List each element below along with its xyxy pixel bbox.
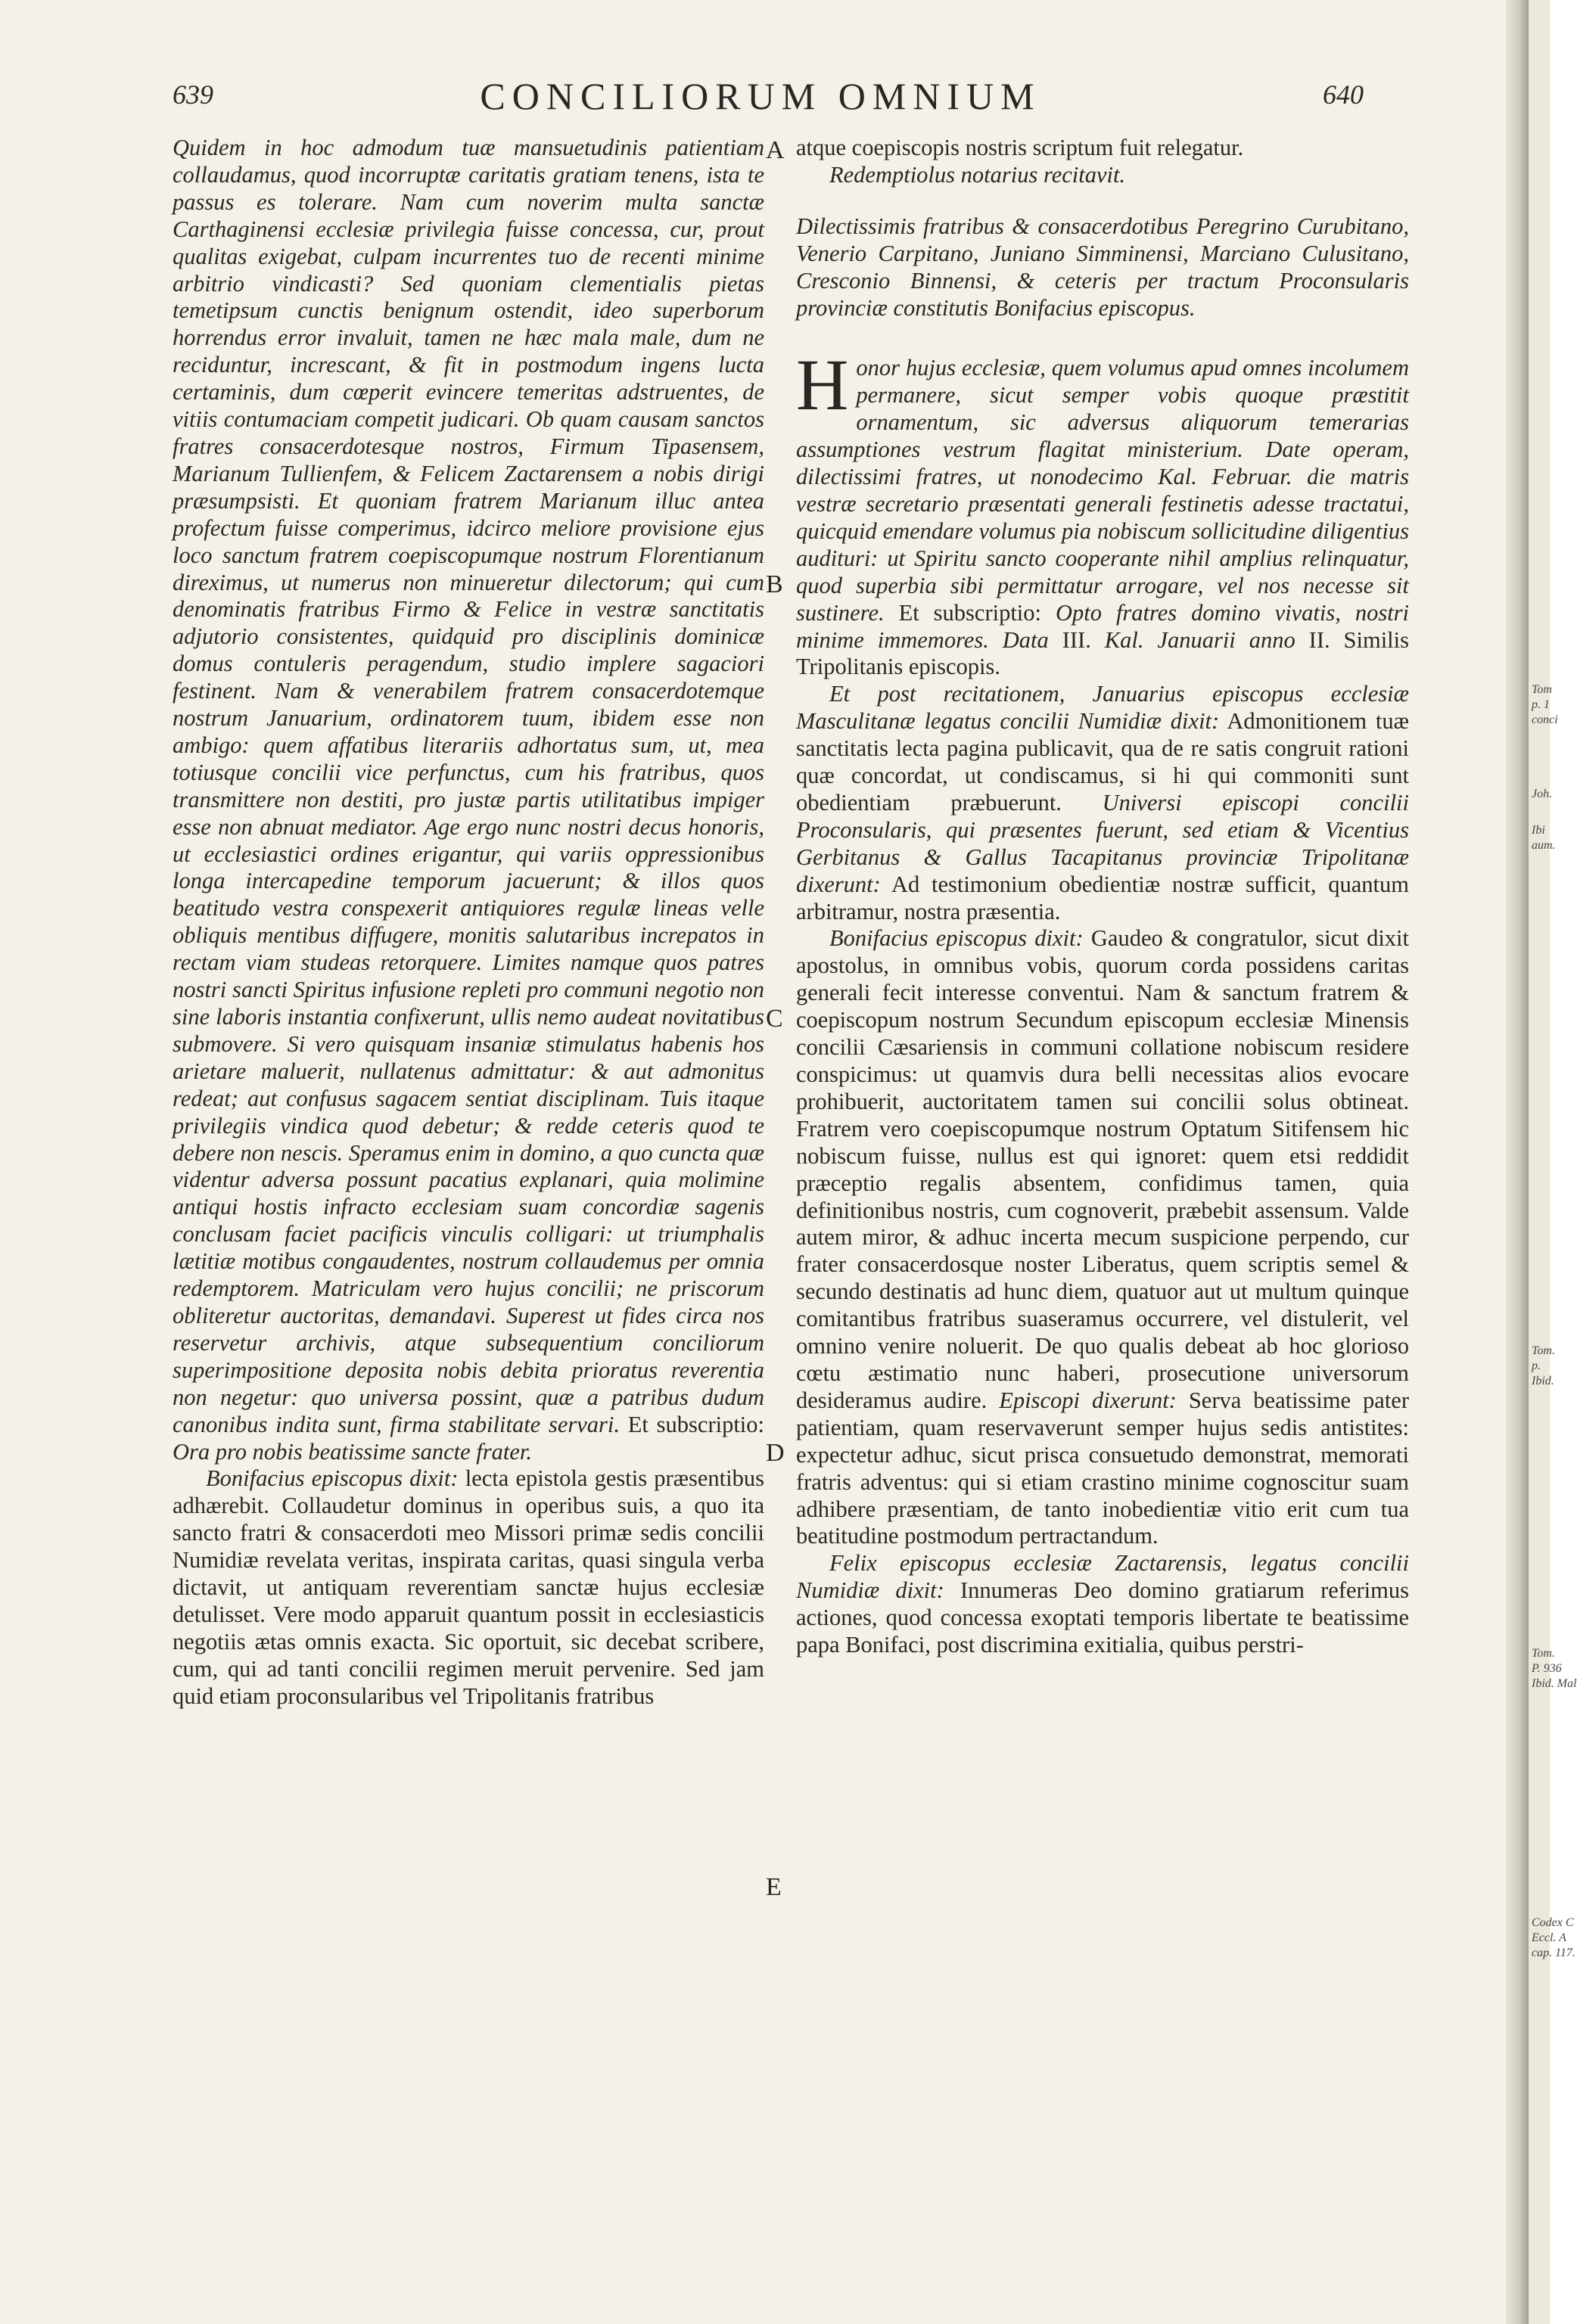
drop-cap: H <box>796 344 849 426</box>
margin-note-fragment: Eccl. A <box>1532 1931 1566 1944</box>
page-number-right: 640 <box>1323 79 1364 110</box>
margin-note-fragment: p. <box>1532 1359 1541 1372</box>
right-column <box>796 135 1409 1659</box>
margin-note-fragment: Codex C <box>1532 1916 1574 1929</box>
notary-line: Redemptiolus notarius recitavit. <box>829 161 1126 188</box>
margin-note-fragment: Tom. <box>1532 1647 1555 1660</box>
letter-body: Honor hujus ecclesiæ, quem volumus apud omnes incolumem permanere, sicut semper vobis quoque præstitit ornamentum, sic adversus aliquorum temerarias assumptiones vestrum flagitat ministerium. Date operam, dilectissimi fratres, ut nonodecimo Kal. Februar. die matris vestræ secretario præsentati generali festinetis adesse tractatui, quicquid emendare volumus pia nobiscum sollicitudine diligentius audituri: ut Spiritu sancto cooperante nihil amplius relinquatur, quod superbia sibi permittatur arrogare, vel nos necesse sit sustinere. Et subscriptio: Opto fratres domino vivatis, nostri minime immemores. Data III. Kal. Januarii anno II. Similis Tripolitanis episcopis. <box>796 344 1410 680</box>
right-paragraph-1: Et post recitationem, Januarius episcopus ecclesiæ Masculitanæ legatus concilii Numidiæ dixit: Admonitionem tuæ sanctitatis lecta pagina publicavit, qua de re satis congruit rationi quæ concordat, ut condiscamus, si hi qui commoniti sunt obedientiam præbuerunt. Universi episcopi concilii Proconsularis, qui præsentes fuerunt, sed etiam & Vicentius Gerbitanus & Gallus Tacapitanus provinciæ Tripolitanæ dixerunt: Ad testimonium obedientiæ nostræ sufficit, quantum arbitramur, nostra præsentia. <box>796 681 1409 924</box>
margin-note-fragment: Joh. <box>1532 788 1553 800</box>
page-gutter <box>1506 0 1529 2324</box>
margin-letter-d: D <box>766 1439 785 1467</box>
next-page-edge <box>1529 0 1577 2324</box>
margin-letter-b: B <box>766 570 783 598</box>
margin-note-fragment: Ibid. Mal <box>1532 1677 1577 1690</box>
margin-note-fragment: cap. 117. <box>1532 1947 1575 1959</box>
margin-note-fragment: Tom <box>1532 683 1552 696</box>
margin-note-fragment: Tom. <box>1532 1344 1555 1357</box>
left-paragraph-1: Quidem in hoc admodum tuæ mansuetudinis patientiam collaudamus, quod incorruptæ caritatis gratiam tenens, ista te passus es tolerare. Nam cum noverim multa sanctæ Carthaginensi ecclesiæ privilegia fuisse concessa, cur, prout qualitas exigebat, culpam incurrentes tuo de recenti minime arbitrio vindicasti? Sed quoniam clementialis pietas temetipsum cunctis benignum ostendit, ideo superborum horrendus error invaluit, tamen ne hæc mala male, dum ne reciduntur, increscant, & fit in postmodum ingens lucta certaminis, dum cœperit evincere temeritas adstruentes, de vitiis contumaciam competit judicari. Ob quam causam sanctos fratres consacerdotesque nostros, Firmum Tipasensem, Marianum Tullienfem, & Felicem Zactarensem a nobis dirigi præsumpsisti. Et quoniam fratrem Marianum illuc antea profectum fuisse comperimus, idcirco meliore provisione ejus loco sanctum fratrem coepiscopumque nostrum Florentianum direximus, ut numerus non minueretur dilectorum; qui cum denominatis fratribus Firmo & Felice in vestræ sanctitatis adjutorio consistentes, quidquid pro disciplinis dominicæ domus contuleris peragendum, studio implere sagaciori festinent. Nam & venerabilem fratrem consacerdotemque nostrum Januarium, ordinatorem tuum, ibidem esse non ambigo: quem affatibus literariis adhortatus sum, ut, mea totiusque concilii vice perfunctus, cum his fratribus, quos transmittere non destiti, pro justæ partis utilitatibus impiger esse non abnuat mediator. Age ergo nunc nostri decus honoris, ut ecclesiastici ordines erigantur, qui variis oppressionibus longa intercapedine temporum jacuerunt; & illos quos beatitudo vestra conspexerit antiquiores regulæ lineas velle obliquis mentibus diffugere, monitis salutaribus increpatos in rectam viam studeas retorquere. Limites namque quos patres nostri sancti Spiritus infusione repleti pro communi negotio non sine laboris instantia confixerunt, ullis nemo audeat novitatibus submovere. Si vero quisquam insaniæ stimulatus habenis hos arietare maluerit, nullatenus admittatur: & aut admonitus redeat; aut confusus sagacem sentiat disciplinam. Tuis itaque privilegiis vindica quod debetur; & redde ceteris quod te debere non nescis. Speramus enim in domino, a quo cuncta quæ videntur adversa possunt pacatius explanari, quia molimine antiqui hostis infracto ecclesiam suam concordiæ sagenis conclusam faciet pacificis vinculis colligari: ut triumphalis lætitiæ motibus congaudentes, nostrum collaudemus per omnia redemptorem. Matriculam vero hujus concilii; ne priscorum obliteretur auctoritas, demandavi. Superest ut fides circa nos reservetur archivis, atque subsequentium conciliorum superimpositione deposita nobis debita prioratus reverentia non negetur: quo universa possint, quæ a patribus dudum canonibus indita sunt, firma stabilitate servari. Et subscriptio: Ora pro nobis beatissime sancte frater. <box>173 135 764 1465</box>
left-column <box>173 135 764 1710</box>
page-number-left: 639 <box>173 79 213 110</box>
left-paragraph-2: Bonifacius episcopus dixit: lecta epistola gestis præsentibus adhærebit. Collaudetur dominus in operibus suis, a quo ita sancto fratri & consacerdoti meo Missori primæ sedis concilii Numidiæ revelata veritas, inspirata caritas, quasi singula verba dictavit, ut antiquam reverentiam sanctæ hujus ecclesiæ detulisset. Vere modo apparuit quantum possit in ecclesiasticis negotiis ætas omnis exacta. Sic oportuit, sic decebat scribere, cum, qui ad tanti concilii regimen meruit pervenire. Sed jam quid etiam proconsularibus vel Tripolitanis fratribus <box>173 1465 764 1709</box>
margin-note-fragment: conci <box>1532 713 1558 726</box>
right-paragraph-0: atque coepiscopis nostris scriptum fuit relegatur. <box>796 135 1244 160</box>
margin-letter-c: C <box>766 1005 783 1033</box>
running-title: CONCILIORUM OMNIUM <box>480 75 1041 117</box>
margin-letter-a: A <box>766 136 785 164</box>
margin-letter-e: E <box>766 1873 782 1901</box>
margin-note-fragment: P. 936 <box>1532 1662 1562 1675</box>
margin-note-fragment: Ibid. <box>1532 1375 1554 1387</box>
letter-salutation: Dilectissimis fratribus & consacerdotibus Peregrino Curubitano, Venerio Carpitano, Juniano Simminensi, Marciano Culusitano, Cresconio Binnensi, & ceteris per tractum Proconsularis provinciæ constitutis Bonifacius episcopus. <box>796 213 1409 321</box>
right-paragraph-3: Felix episcopus ecclesiæ Zactarensis, legatus concilii Numidiæ dixit: Innumeras Deo domino gratiarum referimus actiones, quod concessa exoptati temporis libertate te beatissime papa Bonifaci, post discrimina exitialia, quibus perstri- <box>796 1550 1409 1658</box>
right-paragraph-2: Bonifacius episcopus dixit: Gaudeo & congratulor, sicut dixit apostolus, in omnibus vobis, quorum corda possidens caritas generali fecit interesse conventui. Nam & sanctum fratrem & coepiscopum nostrum Secundum episcopum ecclesiæ Minensis concilii Cæsariensis in communi collatione nobiscum residere conspicimus: ut quamvis dura belli necessitas alios evocare prohibuerit, auctoritatem tamen sui concilii solus obtineat. Fratrem vero coepiscopumque nostrum Optatum Sitifensem hic nobiscum fuisse, nullus est qui ignoret: quem etsi reddidit præceptio regalis absentem, confidimus tamen, quia definitionibus nostris, cum cognoverit, præbebit assensum. Valde autem miror, & adhuc incerta mecum suspicione perpendo, cur frater consacerdosque noster Liberatus, quem scriptis semel & secundo destinatis ad hunc diem, quatuor aut ut multum quinque comitantibus fratribus suaseramus occurrere, vel distulerit, vel omnino venire noluerit. De quo qualis debeat ab hoc glorioso cœtu æstimatio nunc haberi, prosecutione universorum desideramus audire. Episcopi dixerunt: Serva beatissime pater patientiam, quam reservaverunt semper hujus sedis antistites: expectetur adhuc, sicut prisca consuetudo demonstrat, memorati fratris adventus: qui si etiam crastino minime cognoscitur suam adhibere præsentiam, de tanto inobedientiæ vitio erit cum tua beatitudine postmodum pertractandum. <box>796 925 1409 1549</box>
margin-note-fragment: Ibi <box>1532 824 1545 837</box>
margin-note-fragment: aum. <box>1532 839 1556 852</box>
margin-note-fragment: p. 1 <box>1532 698 1550 711</box>
